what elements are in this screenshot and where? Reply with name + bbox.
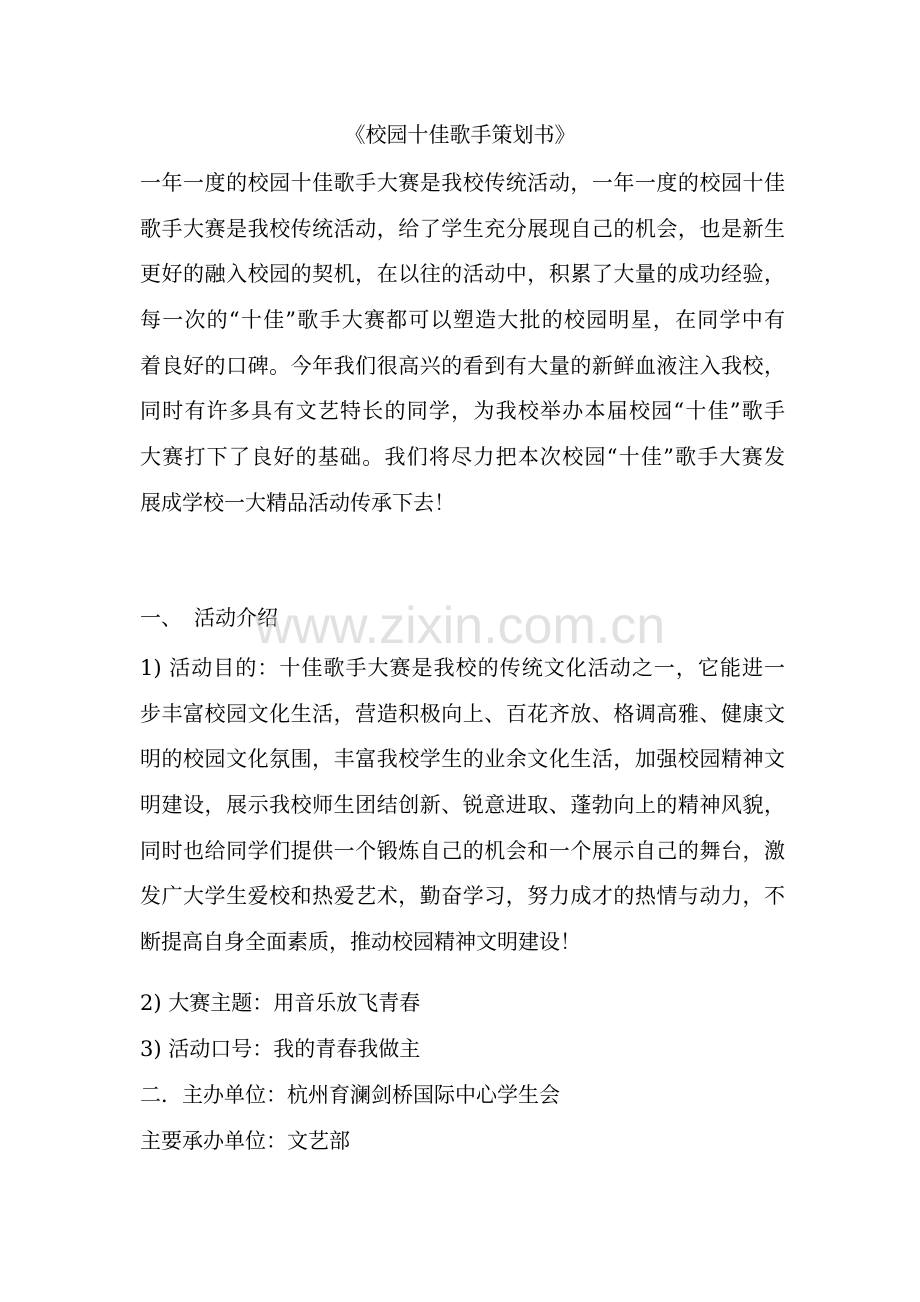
document-title: 《校园十佳歌手策划书》 [344,123,576,147]
activity-slogan-line: 3) 活动口号：我的青春我做主 [140,1037,421,1061]
purpose-paragraph [140,646,785,966]
paragraph-line: 每一次的“十佳”歌手大赛都可以塑造大批的校园明星，在同学中有 [140,308,785,333]
section-number: 一、 [140,606,182,630]
paragraph-line: 同时也给同学们提供一个锻炼自己的机会和一个展示自己的舞台，激 [140,838,785,863]
paragraph-line: 同时有许多具有文艺特长的同学，为我校举办本届校园“十佳”歌手 [140,399,785,424]
paragraph-line: 明建设，展示我校师生团结创新、锐意进取、蓬勃向上的精神风貌， [140,793,785,818]
paragraph-line: 一年一度的校园十佳歌手大赛是我校传统活动，一年一度的校园十佳 [140,171,785,195]
paragraph-line: 歌手大赛是我校传统活动，给了学生充分展现自己的机会，也是新生 [140,216,785,241]
paragraph-line: 明的校园文化氛围，丰富我校学生的业余文化生活，加强校园精神文 [140,747,785,772]
paragraph-line: 1) 活动目的：十佳歌手大赛是我校的传统文化活动之一，它能进一 [140,656,785,680]
section-heading-activity-intro [140,603,278,633]
paragraph-line: 着良好的口碑。今年我们很高兴的看到有大量的新鲜血液注入我校， [140,353,785,378]
paragraph-line: 展成学校一大精品活动传承下去！ [140,490,455,515]
paragraph-line: 更好的融入校园的契机，在以往的活动中，积累了大量的成功经验， [140,262,785,287]
paragraph-line: 断提高自身全面素质，推动校园精神文明建设！ [140,930,581,955]
paragraph-line: 步丰富校园文化生活，营造积极向上、百花齐放、格调高雅、健康文 [140,701,785,726]
paragraph-line: 大赛打下了良好的基础。我们将尽力把本次校园“十佳”歌手大赛发 [140,445,785,470]
section-title: 活动介绍 [194,606,278,630]
watermark: www.zixin.com.cn [254,597,666,655]
organizer-line: 二．主办单位：杭州育澜剑桥国际中心学生会 [140,1083,560,1107]
intro-paragraph [140,161,785,527]
paragraph-line: 发广大学生爱校和热爱艺术，勤奋学习，努力成才的热情与动力，不 [140,884,785,909]
undertaker-line: 主要承办单位：文艺部 [140,1129,350,1153]
contest-theme-line: 2) 大赛主题：用音乐放飞青春 [140,991,421,1015]
